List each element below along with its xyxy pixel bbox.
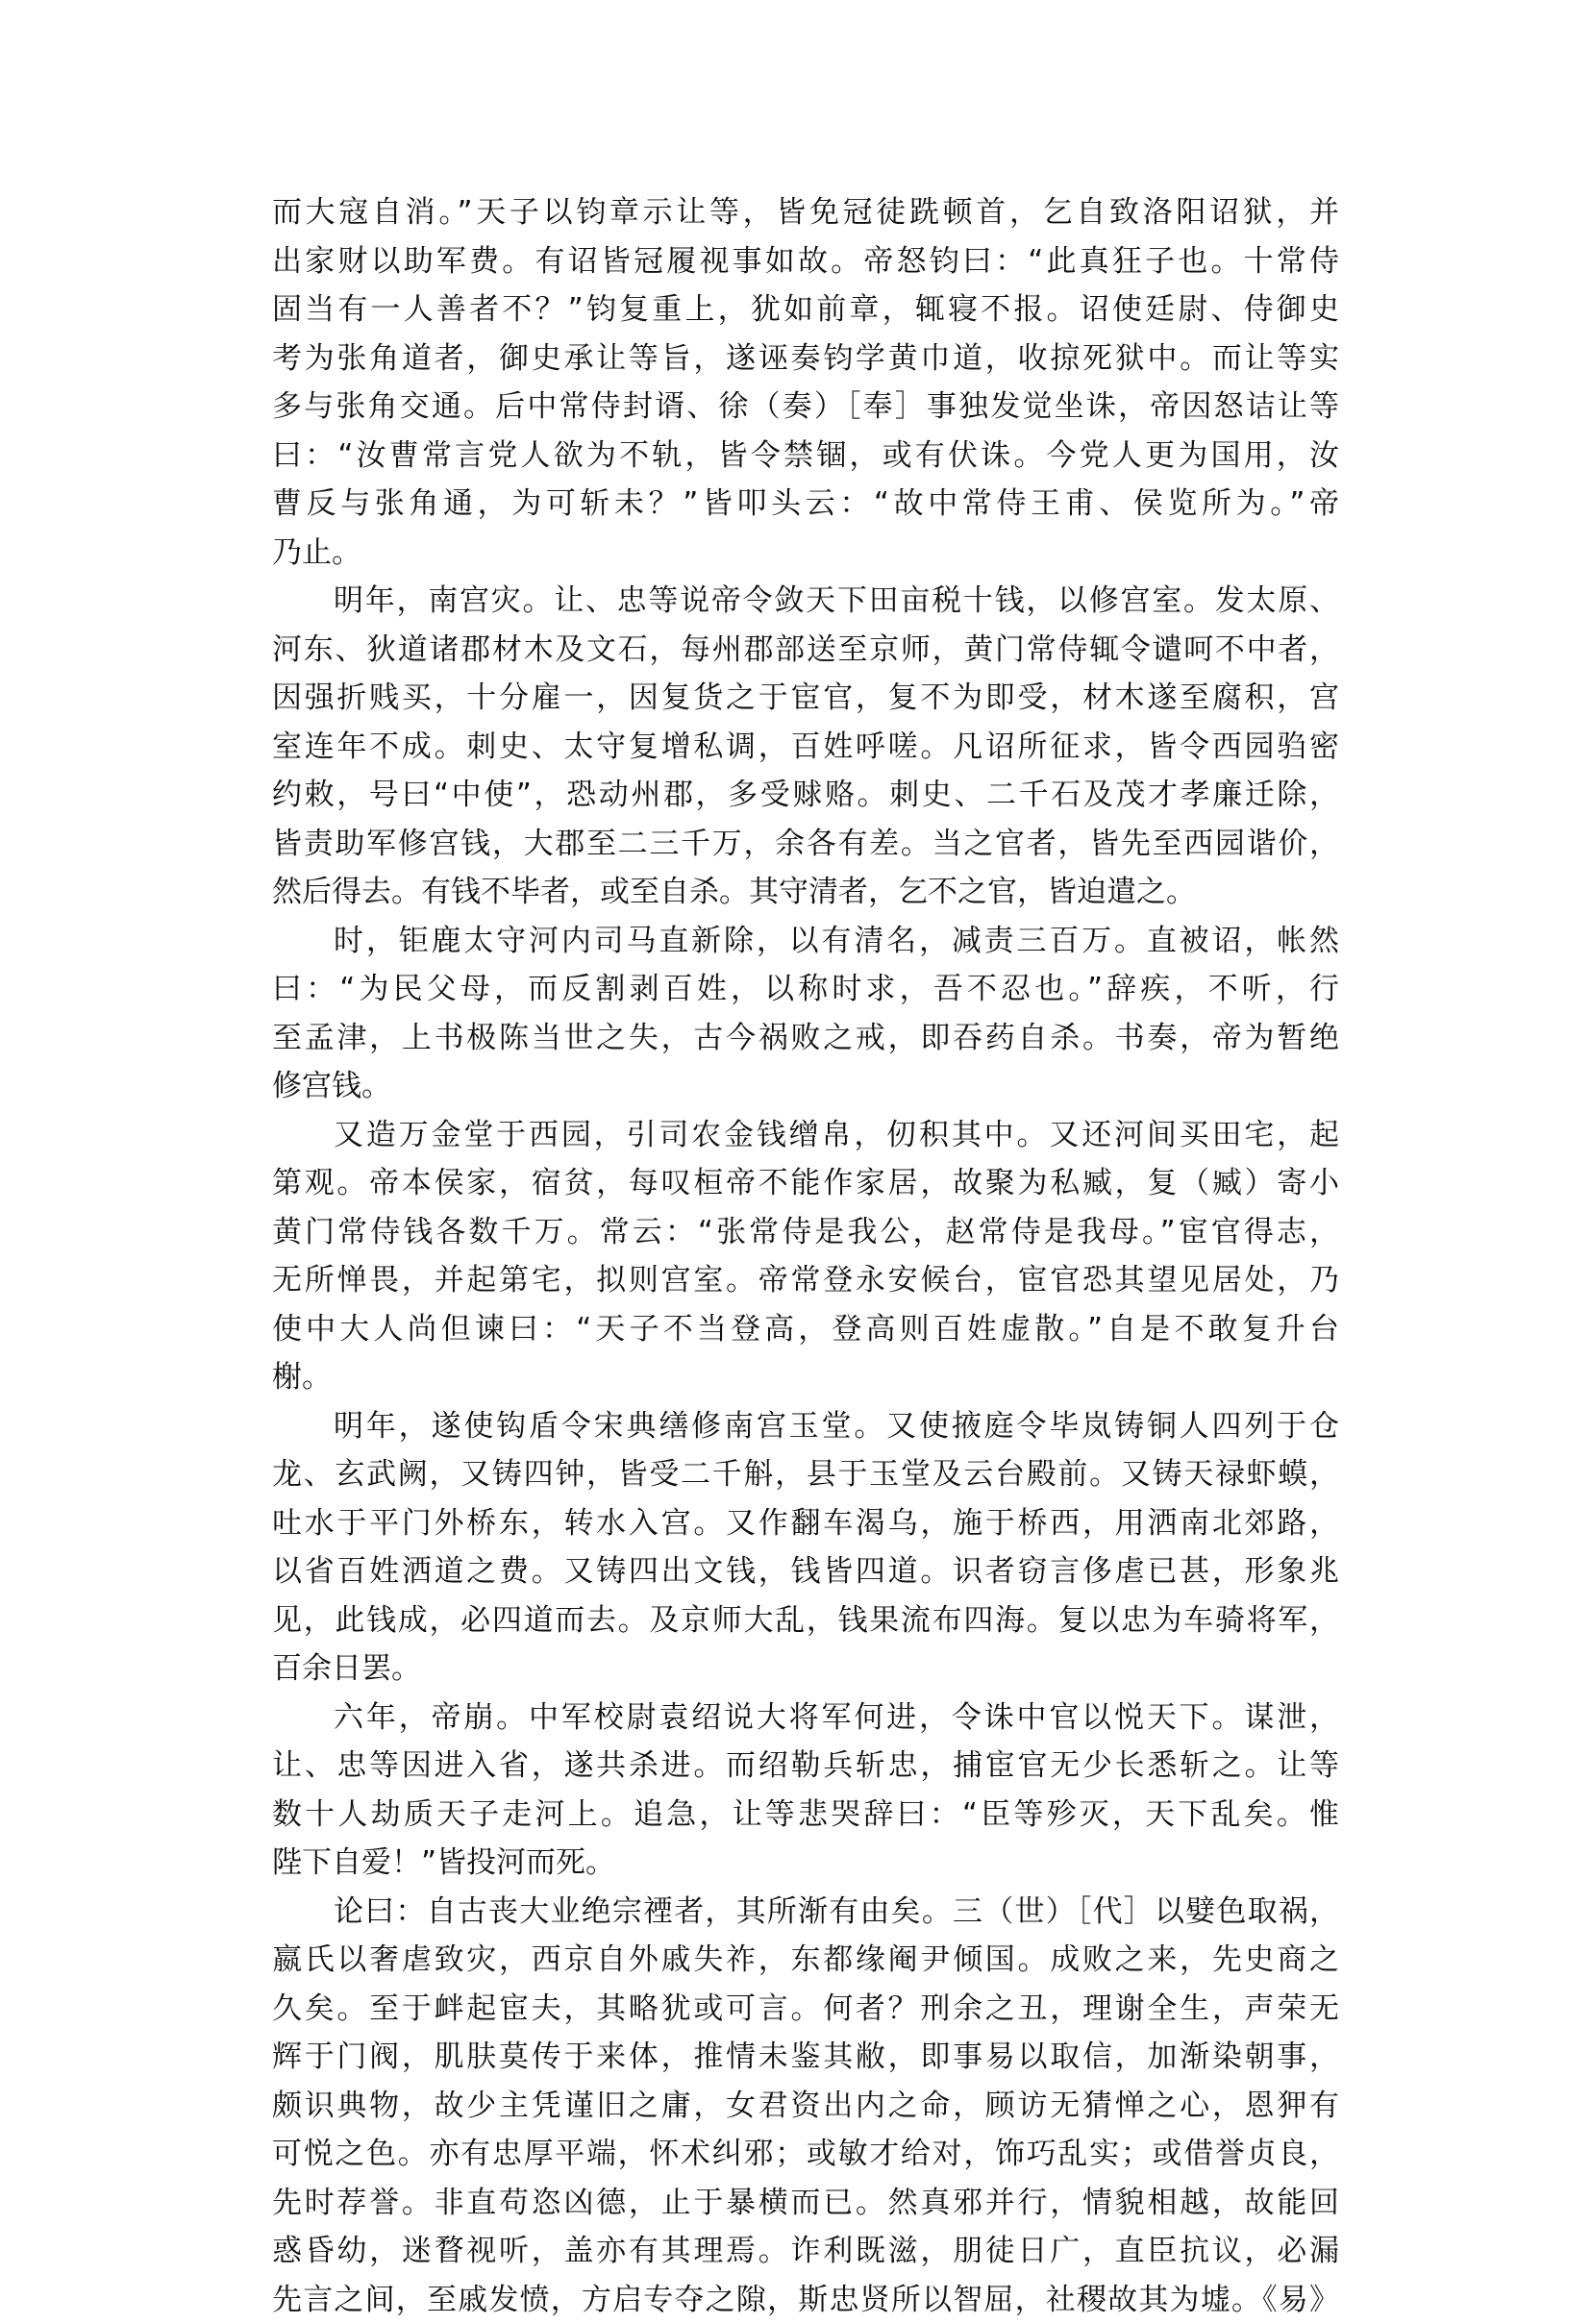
text-line: 辉于门阀，肌肤莫传于来体，推情未鉴其敝，即事易以取信，加渐染朝事， [272, 2033, 1339, 2082]
text-line: 多与张角交通。后中常侍封谞、徐（奏）［奉］事独发觉坐诛，帝因怒诘让等 [272, 383, 1339, 432]
text-line: 室连年不成。刺史、太守复增私调，百姓呼嗟。凡诏所征求，皆令西园驺密 [272, 723, 1339, 772]
text-line: 陛下自爱！”皆投河而死。 [272, 1839, 1339, 1888]
text-line: 曰：“为民父母，而反割剥百姓，以称时求，吾不忍也。”辞疾，不听，行 [272, 965, 1339, 1014]
text-line: 让、忠等因进入省，遂共杀进。而绍勒兵斩忠，捕宦官无少长悉斩之。让等 [272, 1742, 1339, 1791]
text-line: 皆责助军修宫钱，大郡至二三千万，余各有差。当之官者，皆先至西园谐价， [272, 820, 1339, 869]
text-line: 约敕，号曰“中使”，恐动州郡，多受赇赂。刺史、二千石及茂才孝廉迁除， [272, 771, 1339, 820]
text-line: 而大寇自消。”天子以钧章示让等，皆免冠徒跣顿首，乞自致洛阳诏狱，并 [272, 188, 1339, 237]
paragraph-first-line: 又造万金堂于西园，引司农金钱缯帛，仞积其中。又还河间买田宅，起 [272, 1111, 1339, 1160]
text-line: 榭。 [272, 1353, 1339, 1402]
text-line: 考为张角道者，御史承让等旨，遂诬奏钧学黄巾道，收掠死狱中。而让等实 [272, 334, 1339, 383]
text-line: 第观。帝本侯家，宿贫，每叹桓帝不能作家居，故聚为私臧，复（臧）寄小 [272, 1159, 1339, 1208]
text-line: 先言之间，至戚发愤，方启专夺之隙，斯忠贤所以智屈，社稷故其为墟。《易》 [272, 2276, 1339, 2324]
text-line: 乃止。 [272, 529, 1339, 578]
text-line: 因强折贱买，十分雇一，因复货之于宦官，复不为即受，材木遂至腐积，宫 [272, 674, 1339, 723]
text-line: 河东、狄道诸郡材木及文石，每州郡部送至京师，黄门常侍辄令谴呵不中者， [272, 626, 1339, 675]
text-line: 颇识典物，故少主凭谨旧之庸，女君资出内之命，顾访无猜惮之心，恩狎有 [272, 2082, 1339, 2131]
text-line: 修宫钱。 [272, 1062, 1339, 1111]
text-line: 至孟津，上书极陈当世之失，古今祸败之戒，即吞药自杀。书奏，帝为暂绝 [272, 1014, 1339, 1063]
paragraph-first-line: 明年，南宫灾。让、忠等说帝令敛天下田亩税十钱，以修宫室。发太原、 [272, 577, 1339, 626]
text-line: 先时荐誉。非直苟恣凶德，止于暴横而已。然真邪并行，情貌相越，故能回 [272, 2179, 1339, 2228]
text-line: 曹反与张角通，为可斩未？”皆叩头云：“故中常侍王甫、侯览所为。”帝 [272, 480, 1339, 529]
text-line: 久矣。至于衅起宦夫，其略犹或可言。何者？刑余之丑，理谢全生，声荣无 [272, 1985, 1339, 2034]
text-line: 见，此钱成，必四道而去。及京师大乱，钱果流布四海。复以忠为车骑将军， [272, 1596, 1339, 1645]
text-line: 吐水于平门外桥东，转水入宫。又作翻车渴乌，施于桥西，用洒南北郊路， [272, 1499, 1339, 1548]
paragraph-first-line: 时，钜鹿太守河内司马直新除，以有清名，减责三百万。直被诏，帐然 [272, 917, 1339, 966]
text-line: 百余日罢。 [272, 1644, 1339, 1694]
paragraph-first-line: 六年，帝崩。中军校尉袁绍说大将军何进，令诛中官以悦天下。谋泄， [272, 1694, 1339, 1743]
text-line: 惑昏幼，迷瞀视听，盖亦有其理焉。诈利既滋，朋徒日广，直臣抗议，必漏 [272, 2227, 1339, 2276]
paragraph-first-line: 明年，遂使钩盾令宋典缮修南宫玉堂。又使掖庭令毕岚铸铜人四列于仓 [272, 1402, 1339, 1451]
text-line: 数十人劫质天子走河上。追急，让等悲哭辞曰：“臣等殄灭，天下乱矣。惟 [272, 1791, 1339, 1840]
text-line: 龙、玄武阙，又铸四钟，皆受二千斛，县于玉堂及云台殿前。又铸天禄虾蟆， [272, 1450, 1339, 1499]
text-line: 无所惮畏，并起第宅，拟则宫室。帝常登永安候台，宦官恐其望见居处，乃 [272, 1256, 1339, 1305]
paragraph-first-line: 论曰：自古丧大业绝宗禋者，其所渐有由矣。三（世）［代］以嬖色取祸， [272, 1888, 1339, 1937]
text-line: 嬴氏以奢虐致灾，西京自外戚失祚，东都缘阉尹倾国。成败之来，先史商之 [272, 1936, 1339, 1985]
text-line: 以省百姓洒道之费。又铸四出文钱，钱皆四道。识者窃言侈虐已甚，形象兆 [272, 1547, 1339, 1596]
text-line: 使中大人尚但谏曰：“天子不当登高，登高则百姓虚散。”自是不敢复升台 [272, 1305, 1339, 1354]
text-line: 出家财以助军费。有诏皆冠履视事如故。帝怒钧曰：“此真狂子也。十常侍 [272, 237, 1339, 286]
text-line: 可悦之色。亦有忠厚平端，怀术纠邪；或敏才给对，饰巧乱实；或借誉贞良， [272, 2130, 1339, 2179]
text-line: 黄门常侍钱各数千万。常云：“张常侍是我公，赵常侍是我母。”宦官得志， [272, 1208, 1339, 1257]
body-text [272, 188, 1339, 2324]
text-line: 曰：“汝曹常言党人欲为不轨，皆令禁锢，或有伏诛。今党人更为国用，汝 [272, 432, 1339, 481]
text-line: 然后得去。有钱不毕者，或至自杀。其守清者，乞不之官，皆迫遣之。 [272, 868, 1339, 917]
text-line: 固当有一人善者不？”钧复重上，犹如前章，辄寝不报。诏使廷尉、侍御史 [272, 285, 1339, 334]
